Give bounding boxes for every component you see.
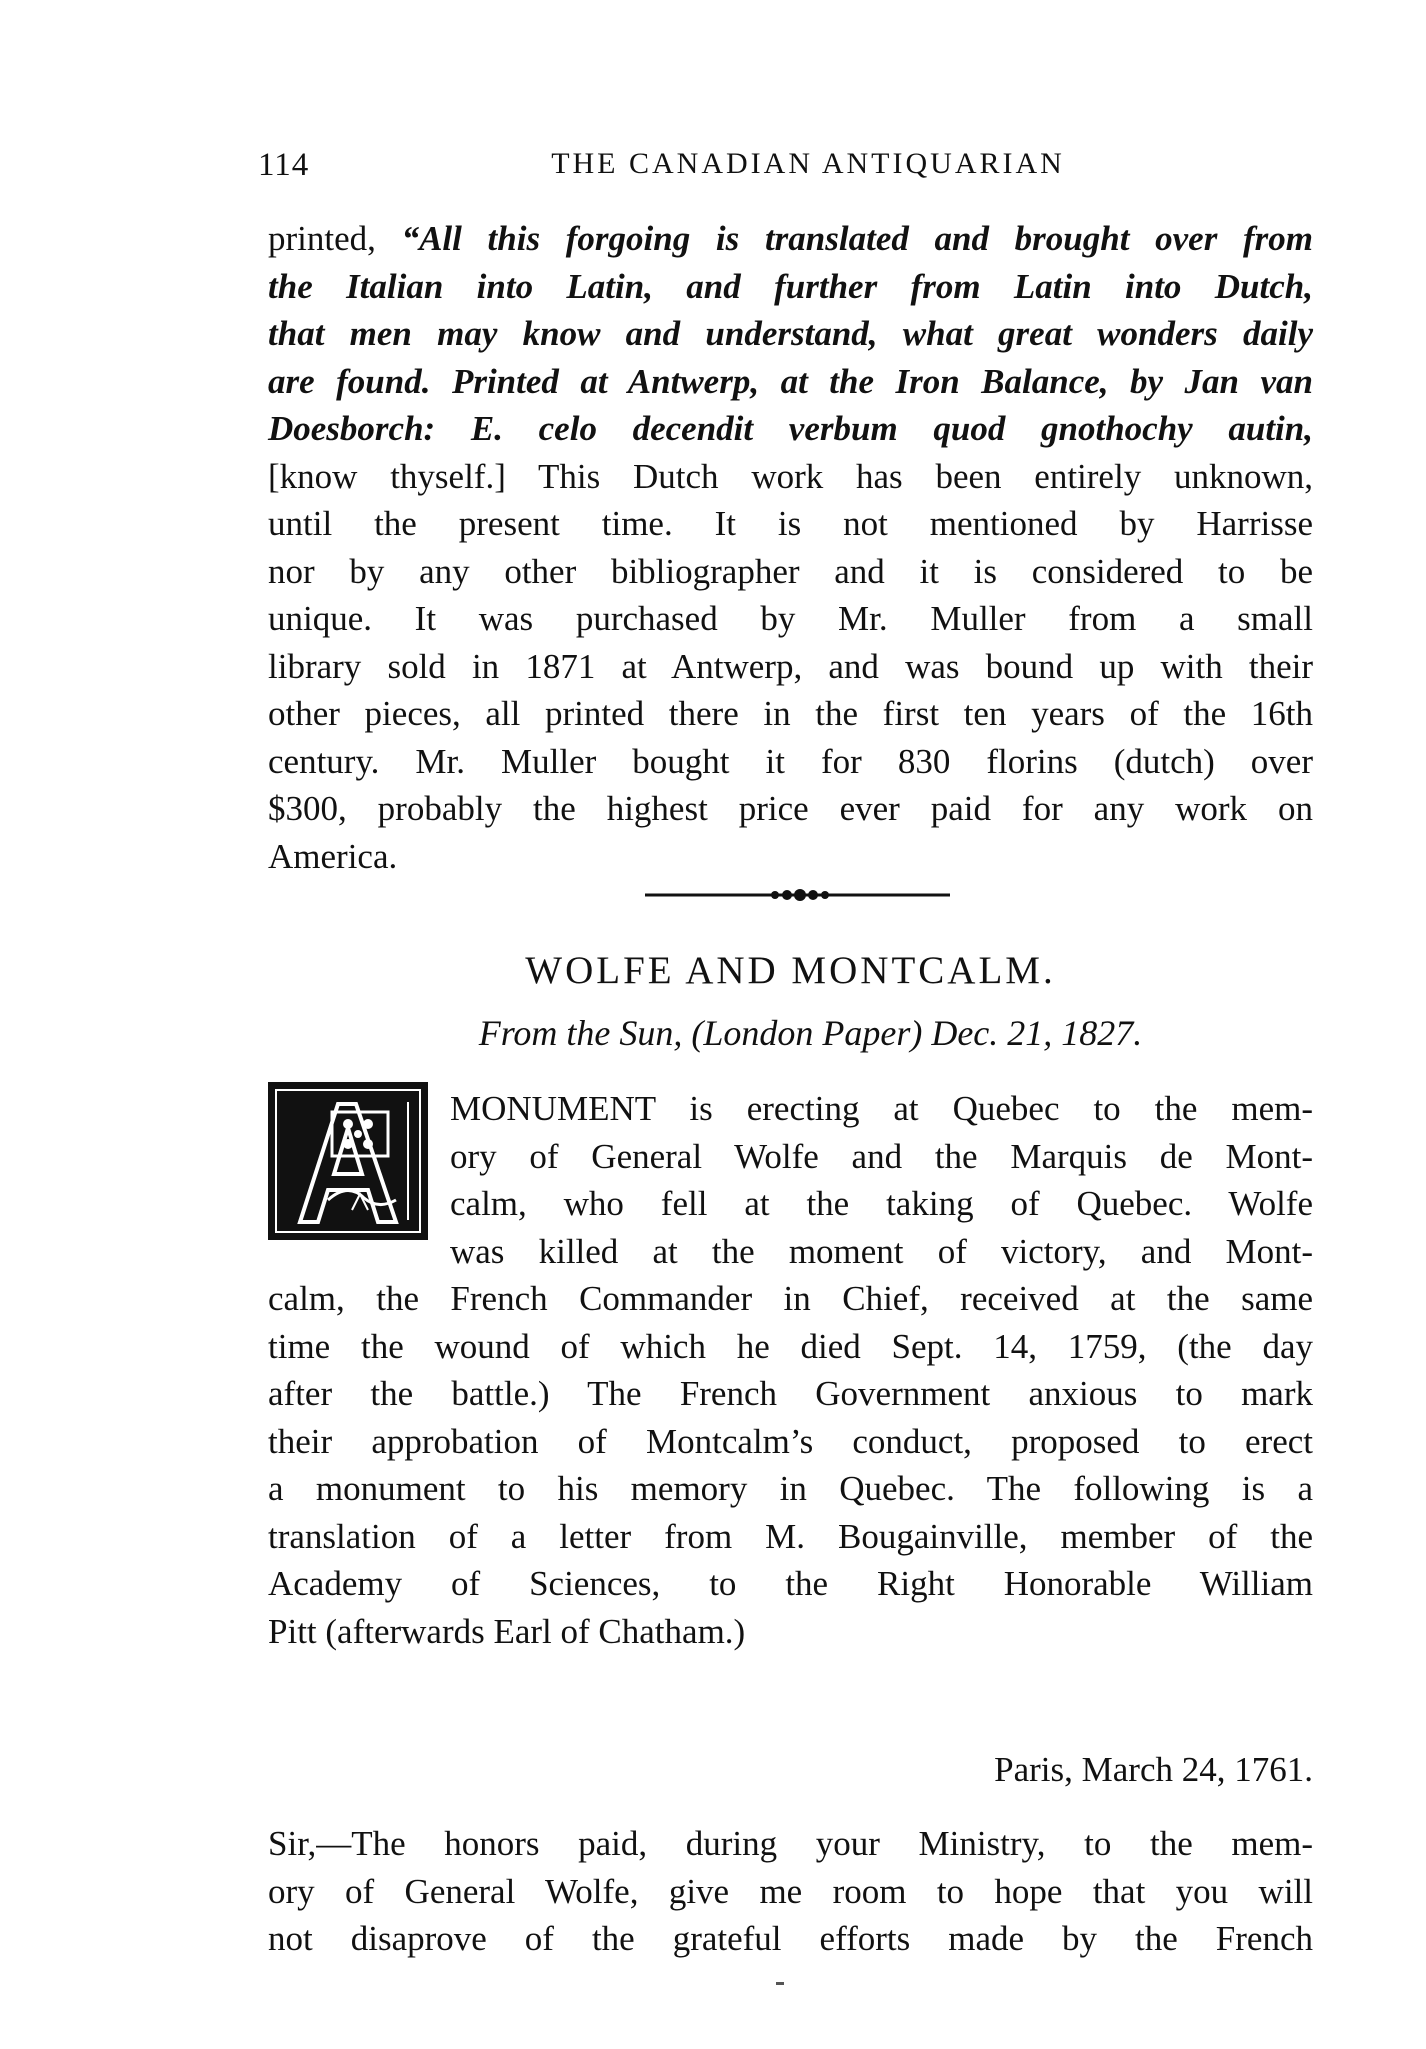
text-line (268, 453, 1313, 501)
text-line (268, 263, 1313, 311)
text-line: Pitt (afterwards Earl of Chatham.) (268, 1611, 746, 1651)
text-line: calm, the French Commander in Chief, received at the same (268, 1279, 1313, 1318)
decorated-initial-icon (268, 1082, 428, 1240)
italic-text-run: Doesborch: E. celo decendit verbum quod gnothochy autin, (268, 409, 1313, 448)
page-number: 114 (258, 147, 310, 183)
text-line (268, 310, 1313, 358)
text-line: a monument to his memory in Quebec. The following is a (268, 1469, 1313, 1508)
italic-text-run: that men may know and understand, what great wonders daily (268, 314, 1313, 353)
text-line: calm, who fell at the taking of Quebec. Wolfe (450, 1184, 1313, 1223)
text-line (268, 358, 1313, 406)
text-line (268, 595, 1313, 643)
text-line: time the wound of which he died Sept. 14, 1759, (the day (268, 1326, 1313, 1366)
text-line: Academy of Sciences, to the Right Honorable William (268, 1564, 1313, 1603)
text-line (268, 690, 1313, 738)
letter-dateline: Paris, March 24, 1761. (994, 1750, 1313, 1789)
text-line (268, 738, 1313, 786)
text-line: after the battle.) The French Government anxious to mark (268, 1374, 1313, 1413)
text-line: was killed at the moment of victory, and Mont- (450, 1231, 1313, 1271)
decorated-initial (268, 1082, 428, 1240)
text-line (268, 833, 1313, 881)
italic-text-run: are found. Printed at Antwerp, at the Iron Balance, by Jan van (268, 361, 1313, 401)
text-run: unique. It was purchased by Mr. Muller from a small (268, 599, 1313, 638)
text-line (268, 548, 1313, 596)
opening-paragraph (268, 215, 1313, 880)
article-paragraph (268, 1275, 1313, 1655)
text-line: ory of General Wolfe, give me room to hope that you will (268, 1871, 1313, 1911)
letter-body (268, 1820, 1313, 1963)
text-run: $300, probably the highest price ever paid for any work on (268, 789, 1313, 828)
text-run: century. Mr. Muller bought it for 830 florins (dutch) over (268, 741, 1313, 781)
section-title: WOLFE AND MONTCALM. (525, 949, 1056, 992)
italic-text-run: the Italian into Latin, and further from Latin into Dutch, (268, 266, 1313, 306)
text-line: translation of a letter from M. Bougainville, member of the (268, 1516, 1313, 1556)
text-line (268, 785, 1313, 833)
text-line: their approbation of Montcalm’s conduct, proposed to erect (268, 1421, 1313, 1461)
article-opening-lines (450, 1085, 1313, 1275)
text-line: ory of General Wolfe and the Marquis de Mont- (450, 1136, 1313, 1176)
page-footer-mark (776, 1982, 784, 1985)
text-run: nor by any other bibliographer and it is considered to be (268, 551, 1313, 591)
page-header (258, 147, 1318, 187)
text-line: not disaprove of the grateful efforts made by the French (268, 1919, 1313, 1958)
text-run: other pieces, all printed there in the first ten years of the 16th (268, 694, 1313, 733)
text-run: until the present time. It is not mentioned by Harrisse (268, 504, 1313, 543)
text-run: [know thyself.] This Dutch work has been entirely unknown, (268, 456, 1313, 496)
text-run: printed, (268, 219, 402, 258)
section-source: From the Sun, (London Paper) Dec. 21, 1827. (478, 1013, 1143, 1053)
text-line (268, 215, 1313, 263)
text-line (268, 643, 1313, 691)
italic-text-run: “All this forgoing is translated and brought over from (401, 219, 1314, 258)
text-line: MONUMENT is erecting at Quebec to the mem- (450, 1089, 1313, 1128)
text-run: library sold in 1871 at Antwerp, and was bound up with their (268, 646, 1313, 686)
text-run: America. (268, 836, 398, 876)
text-line: Sir,—The honors paid, during your Ministry, to the mem- (268, 1824, 1313, 1863)
section-divider-ornament (645, 887, 950, 903)
text-line (268, 405, 1313, 453)
running-title: THE CANADIAN ANTIQUARIAN (551, 147, 1065, 180)
text-line (268, 500, 1313, 548)
